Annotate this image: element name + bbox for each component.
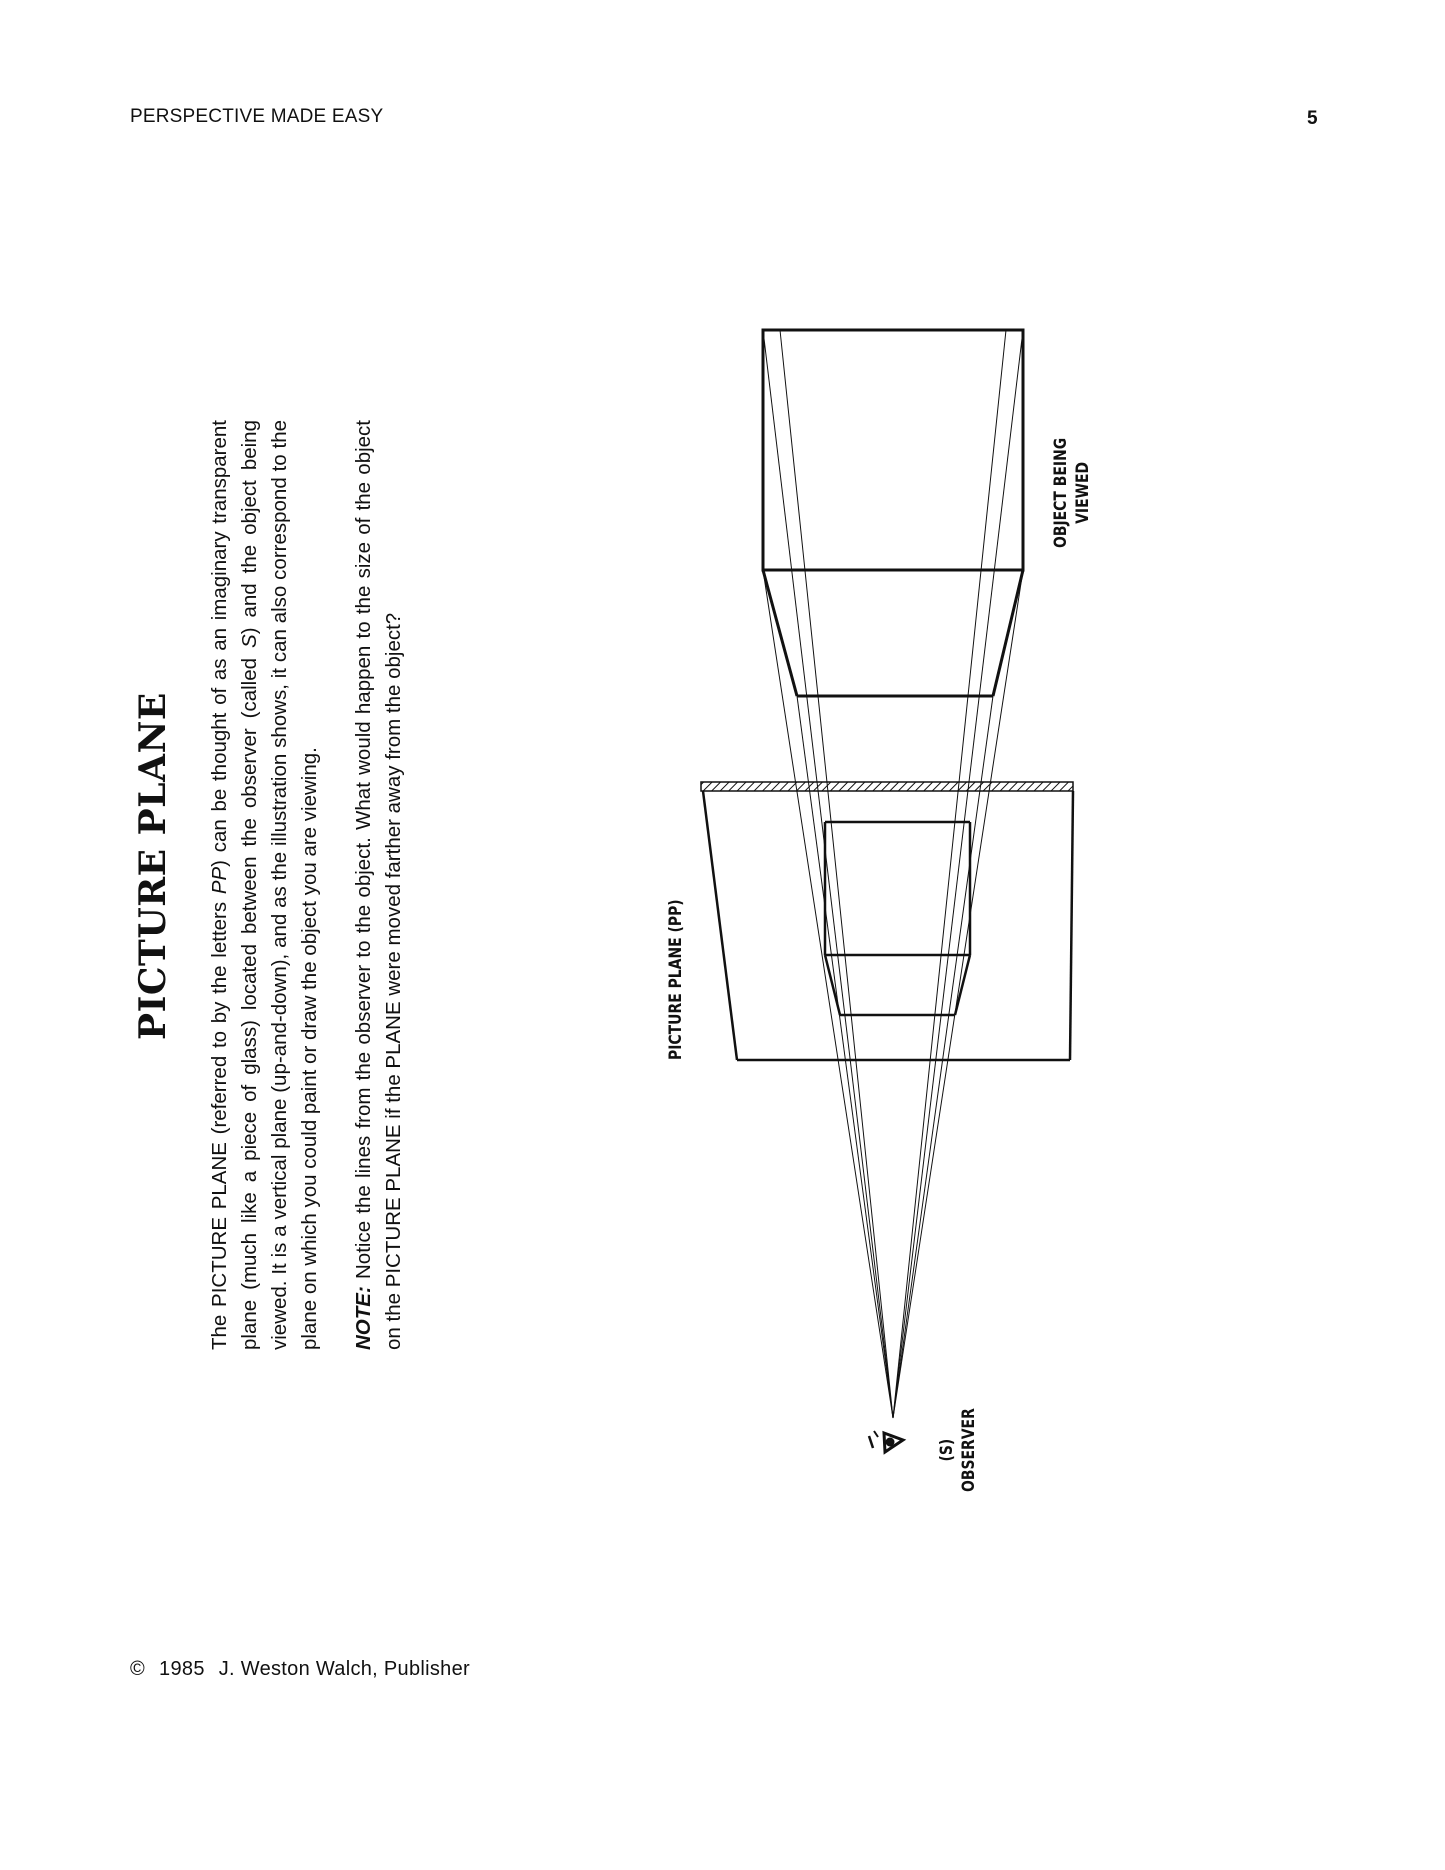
section-title: PICTURE PLANE	[132, 692, 174, 1040]
observer-label	[936, 1408, 980, 1492]
observer-label-line1: (S)	[937, 1438, 957, 1462]
eye-icon	[869, 1431, 903, 1452]
observer-label-line2: OBSERVER	[959, 1408, 979, 1492]
page-number: 5	[1307, 108, 1318, 129]
intro-s-abbrev: S	[238, 634, 261, 648]
picture-plane-label: PICTURE PLANE (PP)	[666, 899, 686, 1060]
intro-text-b: ) can be thought of as an imaginary transparent plane (much like a piece of glass) located between the observer (called	[208, 420, 261, 1350]
picture-plane	[701, 782, 1073, 1060]
intro-text-c: ) and the object being viewed. It is a vertical plane (up-and-down), and as the illustration shows, it can also correspond to the plane on which you could paint or draw the object you are viewing.	[238, 420, 321, 1350]
object-label	[1050, 438, 1094, 548]
object-label-line2: VIEWED	[1073, 461, 1093, 524]
publisher-name: J. Weston Walch, Publisher	[218, 1658, 470, 1680]
projected-image	[825, 822, 970, 1015]
copyright-year: 1985	[159, 1658, 205, 1680]
object-box	[763, 330, 1023, 696]
object-label-line1: OBJECT BEING	[1051, 437, 1071, 548]
sight-lines	[763, 330, 1023, 1418]
running-head: PERSPECTIVE MADE EASY	[130, 106, 384, 127]
note-text: Notice the lines from the observer to the object. What would happen to the size of the object on the PICTURE PLANE if the PLANE were moved farther away from the object?	[352, 420, 405, 1350]
intro-text-a: The PICTURE PLANE (referred to by the letters	[208, 894, 231, 1350]
intro-pp-abbrev: PP	[208, 866, 231, 895]
copyright-icon: ©	[130, 1658, 146, 1680]
copyright-footer	[130, 1658, 484, 1681]
note-label: NOTE:	[352, 1286, 375, 1350]
